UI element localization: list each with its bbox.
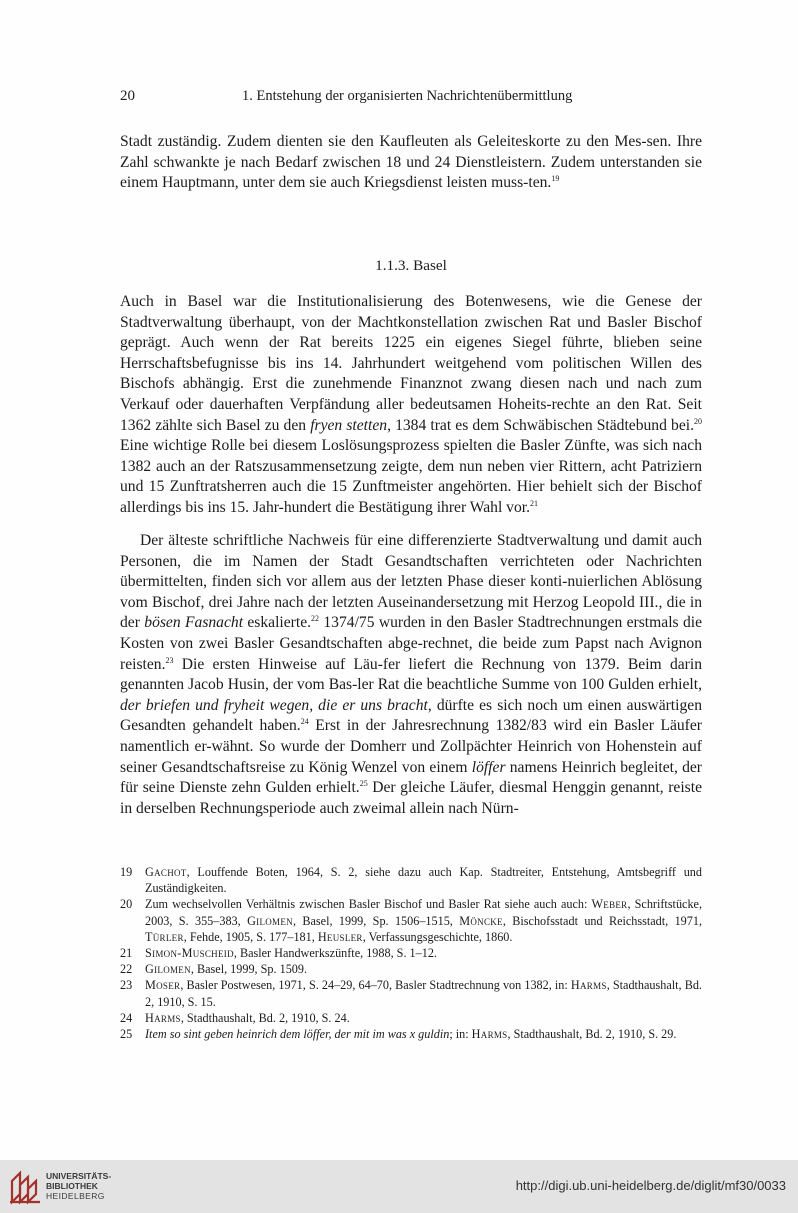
footnotes — [120, 864, 702, 1042]
section-heading: 1.1.3. Basel — [375, 257, 447, 274]
footnote-20: 20 Zum wechselvollen Verhältnis zwischen Basler Bischof und Basler Rat siehe auch auch: Weber, Schriftstücke, 2003, S. 355–383, Gilomen, Basel, 1999, Sp. 1506–1515, Möncke, Bischofsstadt und Reichsstadt, 1971, Türler, Fehde, 1905, S. 177–181, Heusler, Verfassungsgeschichte, 1860. — [120, 897, 702, 944]
footnote-24: 24 Harms, Stadthaushalt, Bd. 2, 1910, S. 24. — [120, 1010, 350, 1025]
footnote-ref[interactable]: 21 — [530, 498, 539, 508]
footnote-ref[interactable]: 19 — [551, 174, 560, 184]
footnote-ref[interactable]: 20 — [693, 416, 702, 426]
library-logo-icon[interactable] — [8, 1169, 42, 1205]
footnote-19: 19 Gachot, Louffende Boten, 1964, S. 2, siehe dazu auch Kap. Stadtreiter, Entstehung, Amtsbegriff und Zuständigkeiten. — [120, 865, 702, 896]
source-url-link[interactable]: http://digi.ub.uni-heidelberg.de/diglit/mf30/0033 — [515, 1178, 786, 1193]
paragraph-basel-1: Auch in Basel war die Institutionalisierung des Botenwesens, wie die Genese der Stadtverwaltung überhaupt, von der Machtkonstellation zwischen Rat und Basler Bischof geprägt. Auch wenn der Rat bereits 1225 ein eigenes Siegel führte, blieben seine Herrschaftsbefugnisse bis ins 14. Jahrhundert weitgehend vom politischen Willen des Bischofs abhängig. Erst die zunehmende Finanznot zwang diesen nach und nach zum Verkauf oder dauerhaften Verpfändung aller bedeutsamen Hoheits-rechte an den Rat. Seit 1362 zählte sich Basel zu den fryen stetten, 1384 trat es dem Schwäbischen Städtebund bei.$^{20}$ Eine wichtige Rolle bei diesem Loslösungsprozess spielten die Basler Zünfte, was sich nach 1382 auch an der Ratszusammensetzung zeigte, dem nun neben vier Rittern, acht Patriziern und 15 Zunftratsherren auch die 15 Zunftmeister angehörten. Hier behielt sich der Bischof allerdings bis ins 15. Jahr-hundert die Bestätigung ihrer Wahl vor.$^{21}$ — [120, 293, 702, 516]
footnote-21: 21 Simon-Muscheid, Basler Handwerkszünfte, 1988, S. 1–12. — [120, 946, 437, 961]
viewer-footer — [0, 1160, 798, 1213]
footnote-23: 23 Moser, Basler Postwesen, 1971, S. 24–29, 64–70, Basler Stadtrechnung von 1382, in: Harms, Stadthaushalt, Bd. 2, 1910, S. 15. — [120, 978, 702, 1009]
footnote-ref[interactable]: 25 — [359, 779, 368, 789]
footnote-22: 22 Gilomen, Basel, 1999, Sp. 1509. — [120, 962, 308, 977]
page-number: 20 — [120, 88, 135, 104]
running-title: 1. Entstehung der organisierten Nachrichtenübermittlung — [242, 88, 573, 104]
footnote-ref[interactable]: 24 — [300, 717, 309, 727]
footnote-25: 25 Item so sint geben heinrich dem löffer, der mit im was x guldin; in: Harms, Stadthaushalt, Bd. 2, 1910, S. 29. — [120, 1027, 677, 1042]
footnote-ref[interactable]: 23 — [165, 655, 174, 665]
footnote-ref[interactable]: 22 — [311, 614, 320, 624]
paragraph-basel-2: Der älteste schriftliche Nachweis für eine differenzierte Stadtverwaltung und damit auch Personen, die im Namen der Stadt Gesandtschaften verrichteten oder Nachrichten übermittelten, finden sich vor allem aus der letzten Phase dieser konti-nuierlichen Ablösung vom Bischof, drei Jahre nach der letzten Auseinandersetzung mit Herzog Leopold III., die in der bösen Fasnacht eskalierte.$^{22}$ 1374/75 wurden in den Basler Stadtrechnungen erstmals die Kosten von zwei Basler Gesandtschaften abge-rechnet, die beide zum Papst nach Avignon reisten.$^{23}$ Die ersten Hinweise auf Läu-fer liefert die Rechnung von 1379. Beim darin genannten Jacob Husin, der vom Bas-ler Rat die beachtliche Summe von 100 Gulden erhielt, der briefen und fryheit wegen, die er uns bracht, dürfte es sich noch um einen auswärtigen Gesandten gehandelt haben.$^{24}$ Erst in der Jahresrechnung 1382/83 wird ein Basler Läufer namentlich er-wähnt. So wurde der Domherr und Zollpächter Heinrich von Hohenstein auf seiner Gesandtschaftsreise zu König Wenzel von einem löffer namens Heinrich begleitet, der für seine Dienste zehn Gulden erhielt.$^{25}$ Der gleiche Läufer, diesmal Henggin genannt, reiste in derselben Rechnungsperiode auch zweimal allein nach Nürn- — [120, 532, 703, 817]
intro-paragraph: Stadt zuständig. Zudem dienten sie den Kaufleuten als Geleiteskorte zu den Mes-sen. Ihre Zahl schwankte je nach Bedarf zwischen 18 und 24 Dienstleistern. Zudem unterstanden sie einem Hauptmann, unter dem sie auch Kriegsdienst leisten muss-ten.$^{19}$ — [120, 133, 702, 192]
library-name: UNIVERSITÄTS- BIBLIOTHEK HEIDELBERG — [46, 1171, 112, 1201]
